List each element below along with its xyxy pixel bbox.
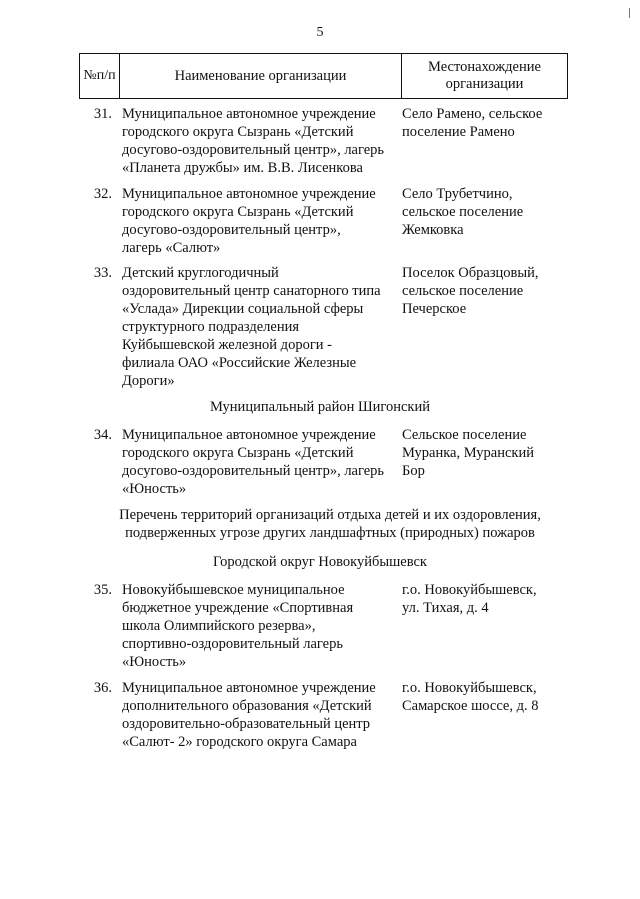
organization-name: Новокуйбышевское муниципальное бюджетное учреждение «Спортивная школа Олимпийского резерва», спортивно-оздоровительный лагерь «Юность» [122, 582, 354, 670]
row-number: 32. [93, 186, 112, 202]
organization-name: Детский круглогодичный оздоровительный центр санаторного типа «Услада» Дирекции социальной сферы структурного подразделения Куйбышевской железной дороги - филиала ОАО «Российские Железные Дороги» [122, 265, 381, 389]
organization-name: Муниципальное автономное учреждение городского округа Сызрань «Детский досугово-оздоровительный центр», лагерь «Салют» [122, 186, 376, 256]
section-heading-novokuibyshevsk: Городской округ Новокуйбышевск [213, 554, 427, 570]
page-number: 5 [316, 25, 324, 40]
row-number: 33. [93, 265, 112, 281]
header-location-column: Местонахождение организации [428, 59, 541, 92]
organization-location: г.о. Новокуйбышевск, ул. Тихая, д. 4 [402, 582, 537, 616]
table-header [79, 53, 568, 99]
row-number: 35. [93, 582, 112, 598]
organization-location: Поселок Образцовый, сельское поселение Печерское [402, 265, 539, 317]
row-number: 31. [93, 106, 112, 122]
section-heading-shigonsky: Муниципальный район Шигонский [210, 399, 430, 415]
organization-name: Муниципальное автономное учреждение дополнительного образования «Детский оздоровительно-образовательный центр «Салют- 2» городского округа Самара [122, 680, 376, 750]
scan-corner-mark [625, 8, 630, 18]
organization-location: Село Трубетчино, сельское поселение Жемковка [402, 186, 524, 238]
organization-location: Сельское поселение Муранка, Муранский Бор [402, 427, 534, 479]
organization-location: Село Рамено, сельское поселение Рамено [402, 106, 543, 140]
organization-name: Муниципальное автономное учреждение городского округа Сызрань «Детский досугово-оздоровительный центр», лагерь «Планета дружбы» им. В.В. Лисенкова [122, 106, 385, 176]
row-number: 36. [93, 680, 112, 696]
header-name-column: Наименование организации [120, 54, 402, 98]
fire-threat-notice: Перечень территорий организаций отдыха детей и их оздоровления, подверженных угрозе других ландшафтных (природных) пожаров [119, 507, 541, 541]
row-number: 34. [93, 427, 112, 443]
organization-location: г.о. Новокуйбышевск, Самарское шоссе, д. 8 [402, 680, 539, 714]
header-number-column: №п/п [80, 54, 120, 98]
organization-name: Муниципальное автономное учреждение городского округа Сызрань «Детский досугово-оздоровительный центр», лагерь «Юность» [122, 427, 385, 497]
